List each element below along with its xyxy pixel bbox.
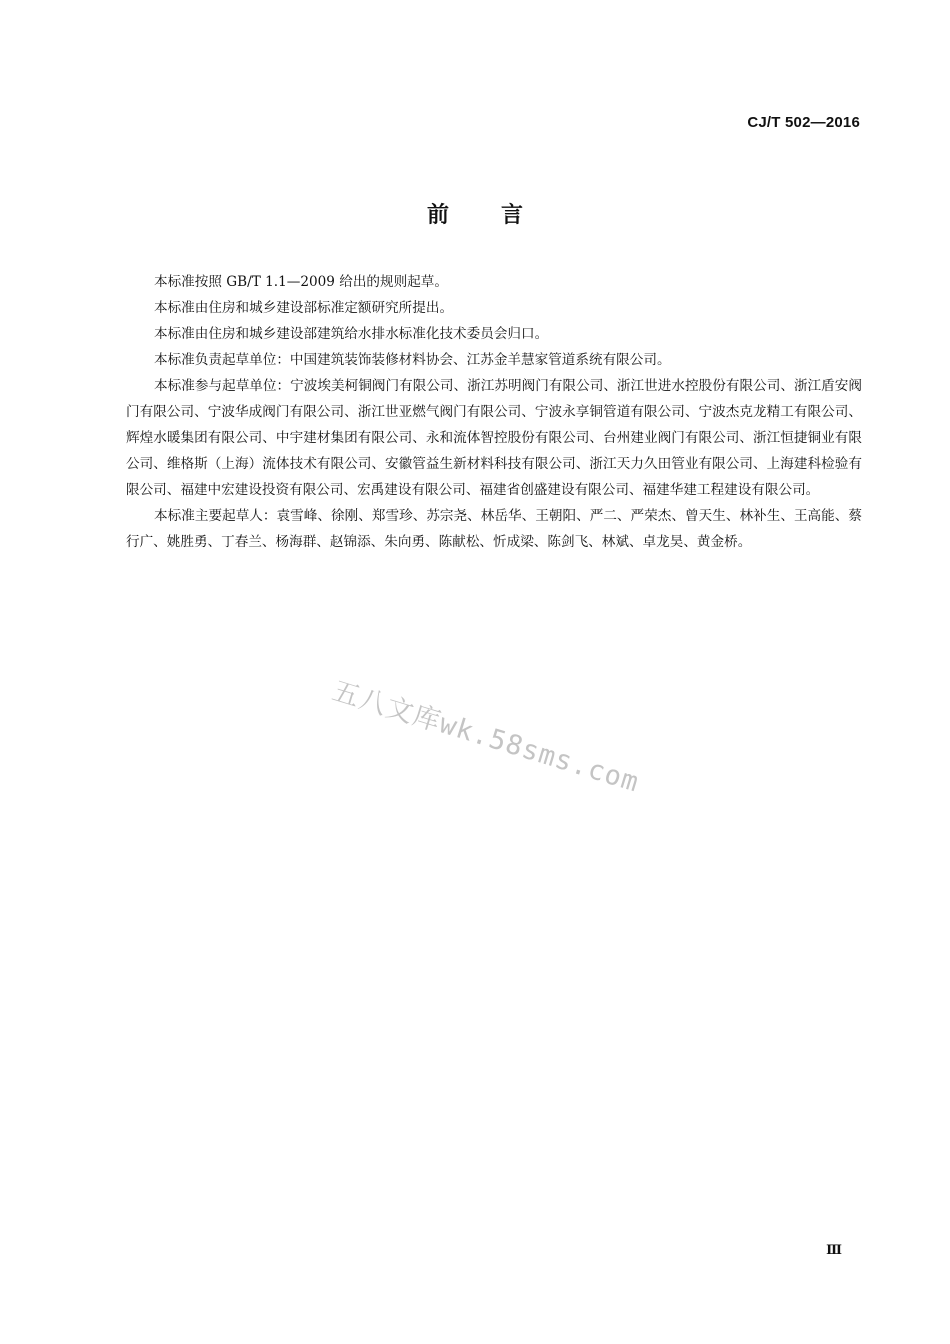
paragraph-drafting-rules: 本标准按照 GB/T 1.1—2009 给出的规则起草。 — [154, 274, 448, 290]
paragraph-technical-committee: 本标准由住房和城乡建设部建筑给水排水标准化技术委员会归口。 — [154, 326, 549, 342]
standard-code: CJ/T 502—2016 — [747, 114, 860, 131]
paragraph-main-drafters: 本标准主要起草人：袁雪峰、徐刚、郑雪珍、苏宗尧、林岳华、王朝阳、严二、严荣杰、曾天生、林补生、王高能、蔡行广、姚胜勇、丁春兰、杨海群、赵锦添、朱向勇、陈献松、忻成梁、陈剑飞、林斌、卓龙昊、黄金桥。 — [126, 508, 862, 550]
paragraph-proposer: 本标准由住房和城乡建设部标准定额研究所提出。 — [154, 300, 454, 316]
document-body — [126, 269, 862, 555]
page-number: Ⅲ — [826, 1243, 842, 1258]
page-title: 前言 — [426, 203, 575, 228]
paragraph-lead-drafting-units: 本标准负责起草单位：中国建筑装饰装修材料协会、江苏金羊慧家管道系统有限公司。 — [154, 352, 671, 368]
watermark: 五八文库wk.58sms.com — [328, 675, 643, 799]
paragraph-participating-units: 本标准参与起草单位：宁波埃美柯铜阀门有限公司、浙江苏明阀门有限公司、浙江世进水控股份有限公司、浙江盾安阀门有限公司、宁波华成阀门有限公司、浙江世亚燃气阀门有限公司、宁波永享铜管道有限公司、宁波杰克龙精工有限公司、辉煌水暖集团有限公司、中宇建材集团有限公司、永和流体智控股份有限公司、台州建业阀门有限公司、浙江恒捷铜业有限公司、维格斯（上海）流体技术有限公司、安徽管益生新材料科技有限公司、浙江天力久田管业有限公司、上海建科检验有限公司、福建中宏建设投资有限公司、宏禹建设有限公司、福建省创盛建设有限公司、福建华建工程建设有限公司。 — [126, 378, 862, 498]
